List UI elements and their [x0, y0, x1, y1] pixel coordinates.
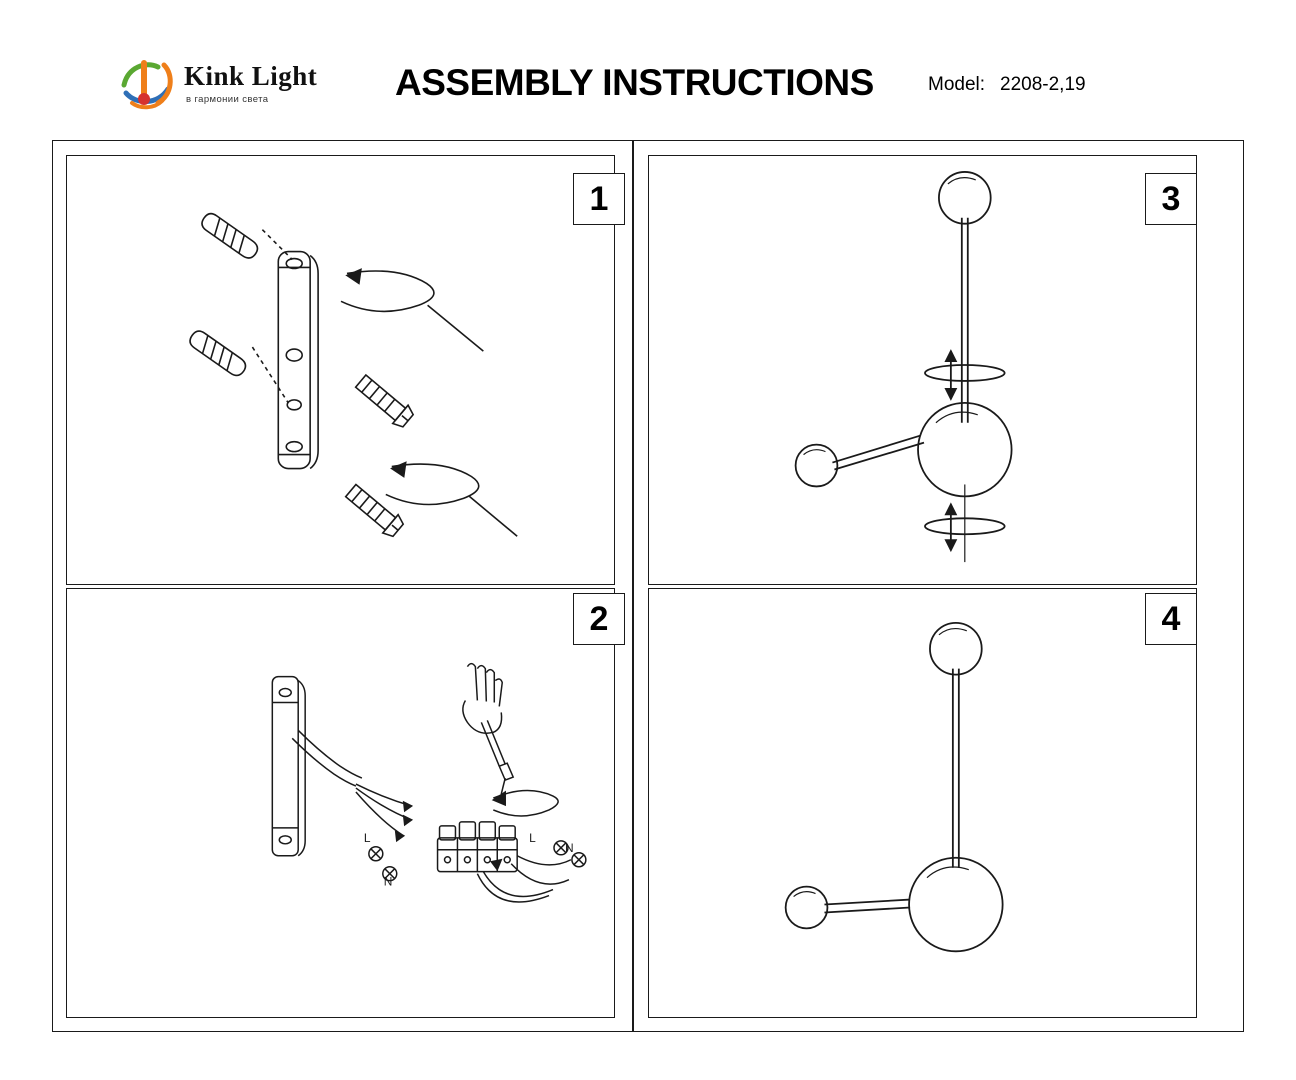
step-number-2: 2	[573, 593, 625, 645]
frame-vertical-divider	[632, 140, 634, 1032]
terminal-label-L-left: L	[363, 830, 371, 845]
brand-logo	[118, 55, 317, 113]
terminal-label-N-right: N	[564, 840, 574, 855]
model-value: 2208-2,19	[1000, 74, 1086, 95]
step-3-illustration	[649, 156, 1196, 584]
step-panel-3	[648, 155, 1197, 585]
step-4-illustration	[649, 589, 1196, 1017]
brand-name: Kink Light	[184, 61, 318, 92]
brand-text-block	[184, 63, 317, 105]
step-1-illustration	[67, 156, 614, 584]
step-panel-4	[648, 588, 1197, 1018]
brand-tagline: в гармонии света	[186, 94, 269, 106]
step-number-4: 4	[1145, 593, 1197, 645]
kink-light-logo-icon	[118, 55, 176, 113]
step-panel-1	[66, 155, 615, 585]
terminal-label-L-right: L	[529, 830, 536, 845]
terminal-label-N-left: N	[383, 874, 393, 889]
step-panel-2	[66, 588, 615, 1018]
step-number-1: 1	[573, 173, 625, 225]
page-title: ASSEMBLY INSTRUCTIONS	[395, 62, 874, 103]
model-label: Model:	[928, 74, 986, 95]
step-2-illustration	[67, 589, 614, 1017]
step-number-3: 3	[1145, 173, 1197, 225]
page-header	[0, 0, 1296, 138]
